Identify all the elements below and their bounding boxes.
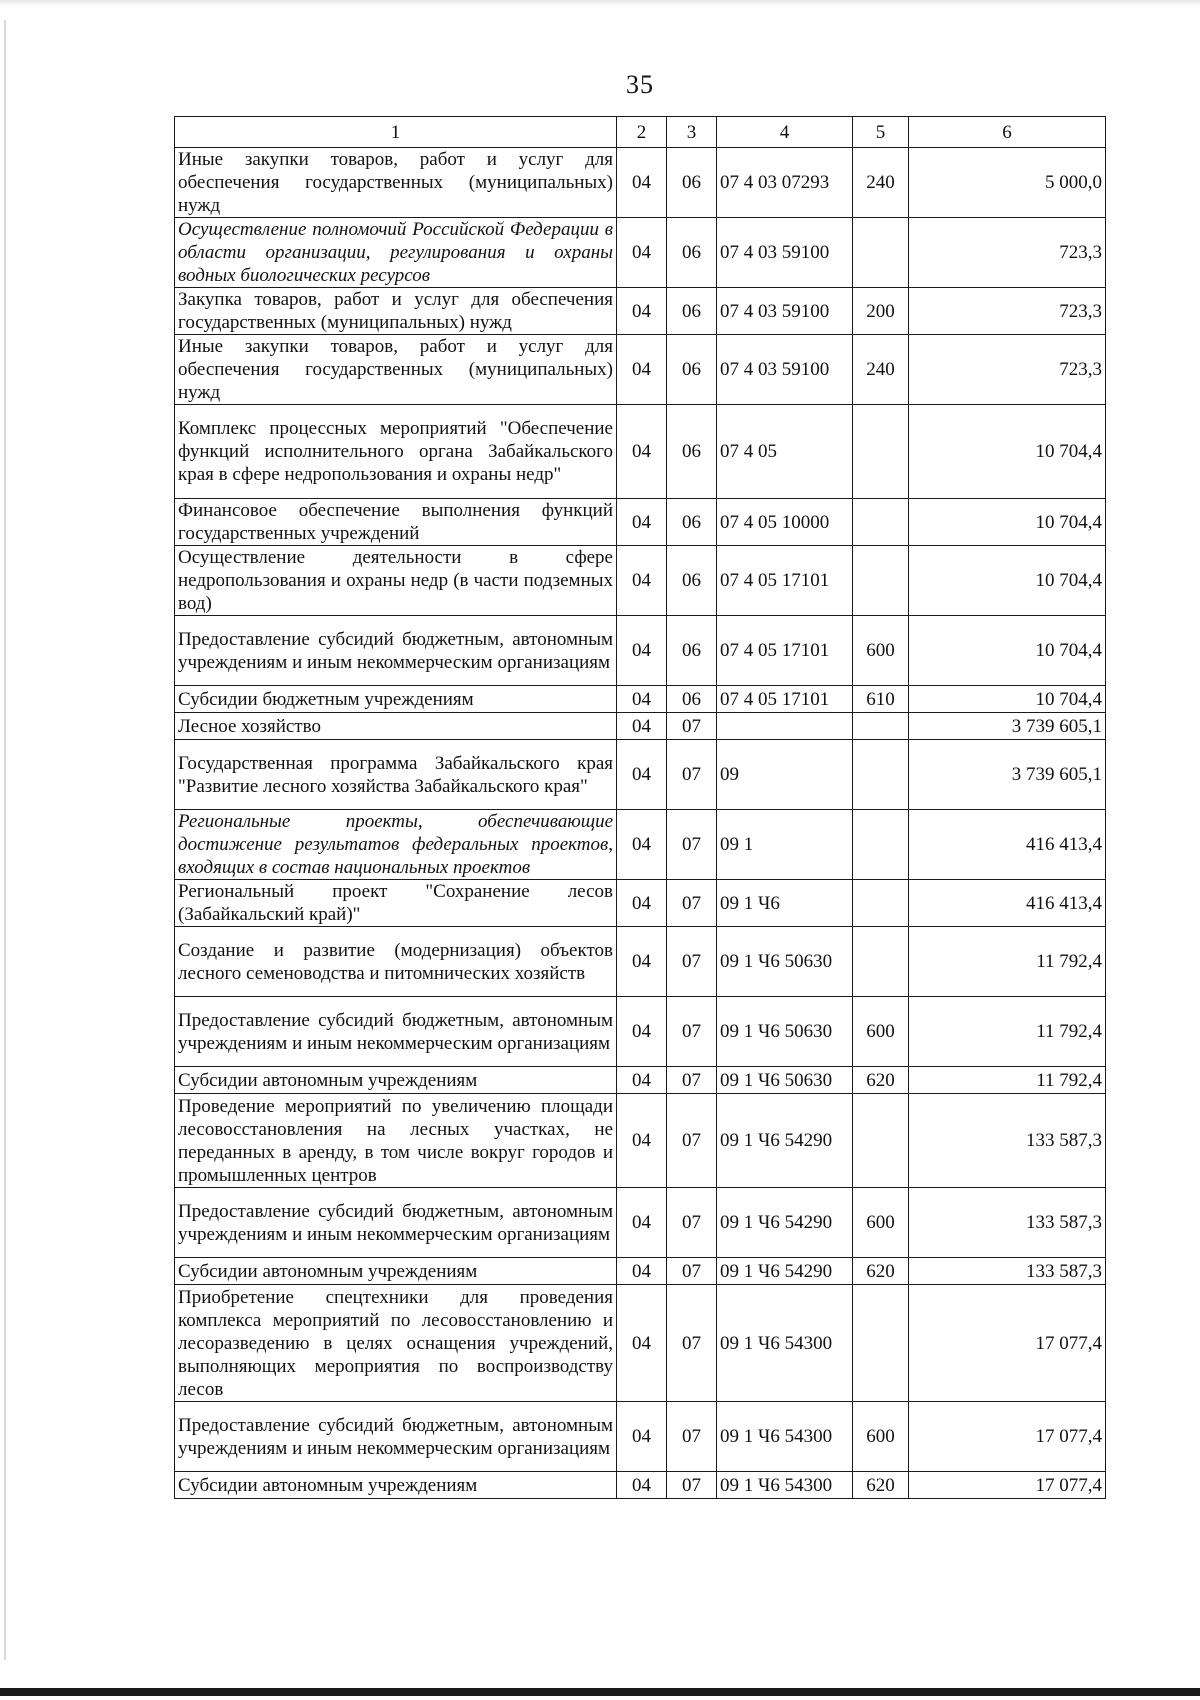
- table-row: [175, 616, 1106, 686]
- item-name: Осуществление деятельности в сфере недропользования и охраны недр (в части подземных вод): [175, 546, 617, 616]
- amount: 5 000,0: [909, 148, 1106, 218]
- subsection-code: 07: [667, 927, 717, 997]
- target-article-code: [717, 713, 853, 740]
- item-name: Предоставление субсидий бюджетным, автономным учреждениям и иным некоммерческим организациям: [175, 1402, 617, 1472]
- section-code: 04: [617, 1094, 667, 1188]
- section-code: 04: [617, 1258, 667, 1285]
- item-name: Иные закупки товаров, работ и услуг для обеспечения государственных (муниципальных) нужд: [175, 148, 617, 218]
- item-name: Создание и развитие (модернизация) объектов лесного семеноводства и питомнических хозяйств: [175, 927, 617, 997]
- section-code: 04: [617, 713, 667, 740]
- amount: 133 587,3: [909, 1258, 1106, 1285]
- expense-type-code: [853, 880, 909, 927]
- table-row: [175, 499, 1106, 546]
- subsection-code: 07: [667, 810, 717, 880]
- item-name: Проведение мероприятий по увеличению площади лесовосстановления на лесных участках, не переданных в аренду, в том числе вокруг городов и промышленных центров: [175, 1094, 617, 1188]
- table-row: [175, 288, 1106, 335]
- amount: 723,3: [909, 335, 1106, 405]
- expense-type-code: 200: [853, 288, 909, 335]
- expense-type-code: 610: [853, 686, 909, 713]
- item-name: Лесное хозяйство: [175, 713, 617, 740]
- expense-type-code: [853, 1094, 909, 1188]
- subsection-code: 06: [667, 148, 717, 218]
- section-code: 04: [617, 810, 667, 880]
- item-name: Государственная программа Забайкальского края "Развитие лесного хозяйства Забайкальского края": [175, 740, 617, 810]
- item-name: Финансовое обеспечение выполнения функций государственных учреждений: [175, 499, 617, 546]
- target-article-code: 09 1 Ч6 54290: [717, 1188, 853, 1258]
- subsection-code: 07: [667, 1285, 717, 1402]
- table-row: [175, 1472, 1106, 1499]
- subsection-code: 07: [667, 880, 717, 927]
- section-code: 04: [617, 288, 667, 335]
- table-row: [175, 713, 1106, 740]
- item-name: Предоставление субсидий бюджетным, автономным учреждениям и иным некоммерческим организациям: [175, 616, 617, 686]
- section-code: 04: [617, 1402, 667, 1472]
- item-name: Предоставление субсидий бюджетным, автономным учреждениям и иным некоммерческим организациям: [175, 997, 617, 1067]
- table-row: [175, 927, 1106, 997]
- table-header-row: [175, 117, 1106, 148]
- item-name: Региональный проект "Сохранение лесов (Забайкальский край)": [175, 880, 617, 927]
- section-code: 04: [617, 405, 667, 499]
- section-code: 04: [617, 880, 667, 927]
- expense-type-code: 600: [853, 997, 909, 1067]
- scan-edge-left: [4, 20, 6, 1660]
- expense-type-code: [853, 810, 909, 880]
- amount: 17 077,4: [909, 1402, 1106, 1472]
- target-article-code: 07 4 03 59100: [717, 218, 853, 288]
- section-code: 04: [617, 616, 667, 686]
- page-number: 35: [626, 70, 654, 99]
- expense-type-code: 600: [853, 616, 909, 686]
- subsection-code: 07: [667, 740, 717, 810]
- target-article-code: 07 4 05 17101: [717, 616, 853, 686]
- target-article-code: 09 1 Ч6 54300: [717, 1285, 853, 1402]
- subsection-code: 06: [667, 546, 717, 616]
- subsection-code: 07: [667, 713, 717, 740]
- expense-type-code: [853, 499, 909, 546]
- amount: 723,3: [909, 288, 1106, 335]
- target-article-code: 09 1 Ч6 50630: [717, 1067, 853, 1094]
- target-article-code: 09 1 Ч6 54300: [717, 1472, 853, 1499]
- expense-type-code: 620: [853, 1067, 909, 1094]
- expense-type-code: [853, 218, 909, 288]
- scan-bar-bottom: [0, 1688, 1200, 1696]
- section-code: 04: [617, 546, 667, 616]
- table-row: [175, 335, 1106, 405]
- amount: 17 077,4: [909, 1472, 1106, 1499]
- target-article-code: 09 1 Ч6 54290: [717, 1258, 853, 1285]
- target-article-code: 07 4 03 59100: [717, 288, 853, 335]
- section-code: 04: [617, 740, 667, 810]
- table-row: [175, 1188, 1106, 1258]
- target-article-code: 07 4 05 10000: [717, 499, 853, 546]
- table-row: [175, 810, 1106, 880]
- table-row: [175, 148, 1106, 218]
- subsection-code: 07: [667, 1472, 717, 1499]
- table-row: [175, 880, 1106, 927]
- target-article-code: 07 4 03 07293: [717, 148, 853, 218]
- amount: 17 077,4: [909, 1285, 1106, 1402]
- expense-type-code: [853, 405, 909, 499]
- subsection-code: 06: [667, 616, 717, 686]
- expense-type-code: [853, 1285, 909, 1402]
- target-article-code: 09: [717, 740, 853, 810]
- subsection-code: 06: [667, 218, 717, 288]
- subsection-code: 06: [667, 686, 717, 713]
- section-code: 04: [617, 335, 667, 405]
- column-header-6: 6: [909, 117, 1106, 148]
- target-article-code: 07 4 05: [717, 405, 853, 499]
- expense-type-code: 240: [853, 148, 909, 218]
- item-name: Субсидии автономным учреждениям: [175, 1258, 617, 1285]
- subsection-code: 07: [667, 997, 717, 1067]
- subsection-code: 07: [667, 1067, 717, 1094]
- item-name: Предоставление субсидий бюджетным, автономным учреждениям и иным некоммерческим организациям: [175, 1188, 617, 1258]
- amount: 416 413,4: [909, 880, 1106, 927]
- target-article-code: 07 4 03 59100: [717, 335, 853, 405]
- expense-type-code: 240: [853, 335, 909, 405]
- section-code: 04: [617, 997, 667, 1067]
- section-code: 04: [617, 686, 667, 713]
- section-code: 04: [617, 1188, 667, 1258]
- expense-type-code: 600: [853, 1402, 909, 1472]
- section-code: 04: [617, 1067, 667, 1094]
- expense-type-code: [853, 546, 909, 616]
- section-code: 04: [617, 927, 667, 997]
- expense-type-code: [853, 740, 909, 810]
- table-row: [175, 546, 1106, 616]
- table-row: [175, 740, 1106, 810]
- table-row: [175, 405, 1106, 499]
- expense-type-code: [853, 713, 909, 740]
- subsection-code: 07: [667, 1402, 717, 1472]
- column-header-4: 4: [717, 117, 853, 148]
- amount: 10 704,4: [909, 616, 1106, 686]
- amount: 10 704,4: [909, 546, 1106, 616]
- amount: 416 413,4: [909, 810, 1106, 880]
- target-article-code: 09 1 Ч6: [717, 880, 853, 927]
- expense-type-code: 620: [853, 1472, 909, 1499]
- item-name: Осуществление полномочий Российской Федерации в области организации, регулирования и охраны водных биологических ресурсов: [175, 218, 617, 288]
- scan-edge-top: [0, 0, 1200, 6]
- table-row: [175, 1285, 1106, 1402]
- table-row: [175, 1094, 1106, 1188]
- table-row: [175, 686, 1106, 713]
- amount: 11 792,4: [909, 997, 1106, 1067]
- item-name: Закупка товаров, работ и услуг для обеспечения государственных (муниципальных) нужд: [175, 288, 617, 335]
- target-article-code: 09 1: [717, 810, 853, 880]
- target-article-code: 09 1 Ч6 54290: [717, 1094, 853, 1188]
- target-article-code: 07 4 05 17101: [717, 546, 853, 616]
- table-row: [175, 997, 1106, 1067]
- subsection-code: 07: [667, 1188, 717, 1258]
- expense-type-code: [853, 927, 909, 997]
- amount: 133 587,3: [909, 1094, 1106, 1188]
- amount: 133 587,3: [909, 1188, 1106, 1258]
- section-code: 04: [617, 218, 667, 288]
- subsection-code: 07: [667, 1094, 717, 1188]
- item-name: Приобретение спецтехники для проведения комплекса мероприятий по лесовосстановлению и лесоразведению в целях оснащения учреждений, выполняющих мероприятия по воспроизводству лесов: [175, 1285, 617, 1402]
- amount: 10 704,4: [909, 405, 1106, 499]
- amount: 11 792,4: [909, 1067, 1106, 1094]
- column-header-2: 2: [617, 117, 667, 148]
- section-code: 04: [617, 499, 667, 546]
- column-header-3: 3: [667, 117, 717, 148]
- column-header-1: 1: [175, 117, 617, 148]
- target-article-code: 07 4 05 17101: [717, 686, 853, 713]
- table-row: [175, 1402, 1106, 1472]
- amount: 11 792,4: [909, 927, 1106, 997]
- item-name: Иные закупки товаров, работ и услуг для обеспечения государственных (муниципальных) нужд: [175, 335, 617, 405]
- expense-type-code: 620: [853, 1258, 909, 1285]
- item-name: Субсидии автономным учреждениям: [175, 1472, 617, 1499]
- budget-table: [174, 116, 1106, 1499]
- item-name: Субсидии автономным учреждениям: [175, 1067, 617, 1094]
- subsection-code: 06: [667, 405, 717, 499]
- amount: 10 704,4: [909, 686, 1106, 713]
- subsection-code: 06: [667, 288, 717, 335]
- table-row: [175, 1067, 1106, 1094]
- item-name: Региональные проекты, обеспечивающие достижение результатов федеральных проектов, входящих в состав национальных проектов: [175, 810, 617, 880]
- amount: 723,3: [909, 218, 1106, 288]
- subsection-code: 06: [667, 499, 717, 546]
- table-row: [175, 1258, 1106, 1285]
- section-code: 04: [617, 1472, 667, 1499]
- target-article-code: 09 1 Ч6 50630: [717, 997, 853, 1067]
- amount: 3 739 605,1: [909, 713, 1106, 740]
- subsection-code: 07: [667, 1258, 717, 1285]
- column-header-5: 5: [853, 117, 909, 148]
- section-code: 04: [617, 1285, 667, 1402]
- item-name: Комплекс процессных мероприятий "Обеспечение функций исполнительного органа Забайкальского края в сфере недропользования и охраны недр": [175, 405, 617, 499]
- target-article-code: 09 1 Ч6 54300: [717, 1402, 853, 1472]
- section-code: 04: [617, 148, 667, 218]
- target-article-code: 09 1 Ч6 50630: [717, 927, 853, 997]
- item-name: Субсидии бюджетным учреждениям: [175, 686, 617, 713]
- table-row: [175, 218, 1106, 288]
- expense-type-code: 600: [853, 1188, 909, 1258]
- subsection-code: 06: [667, 335, 717, 405]
- table-body: [175, 148, 1106, 1499]
- amount: 3 739 605,1: [909, 740, 1106, 810]
- amount: 10 704,4: [909, 499, 1106, 546]
